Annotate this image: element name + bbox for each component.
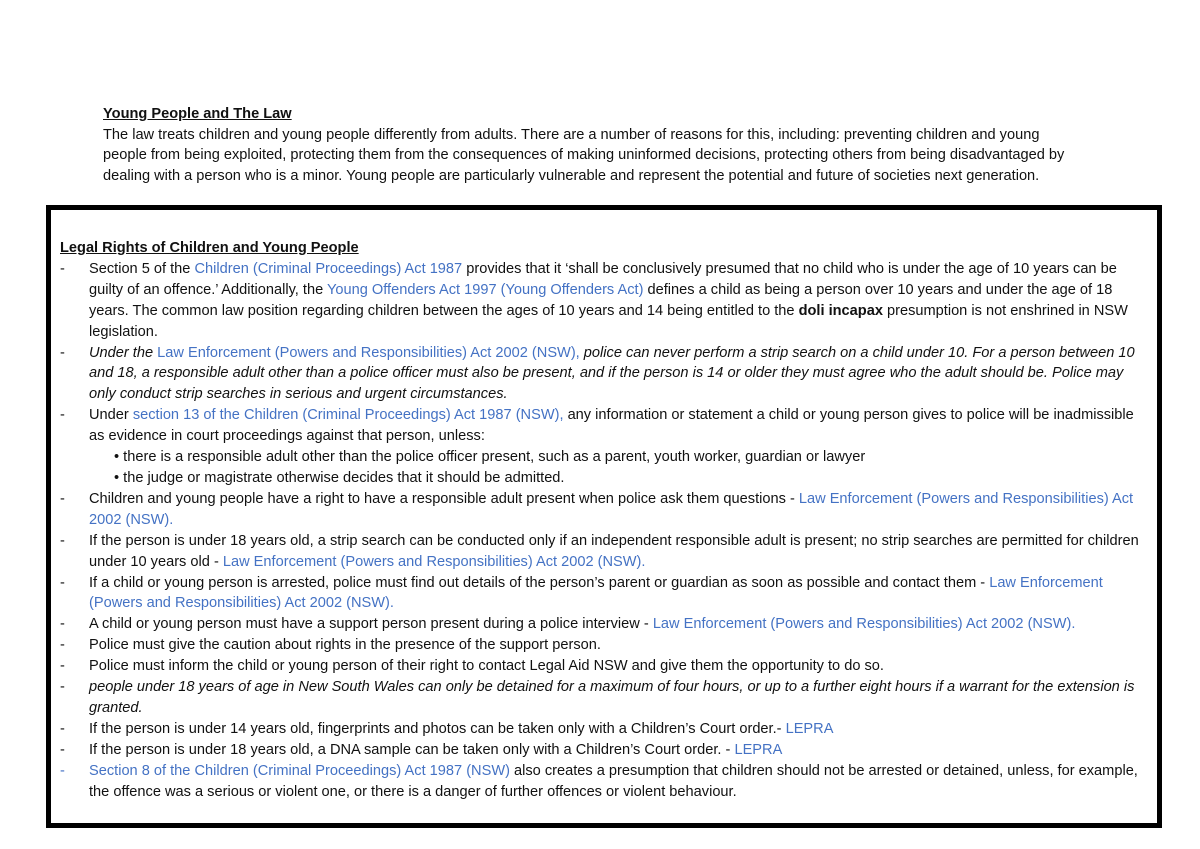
act-link[interactable]: Law Enforcement (Powers and Responsibilities) Act 2002 (NSW),	[157, 344, 580, 361]
list-item: - Police must give the caution about rights in the presence of the support person.	[60, 637, 601, 654]
list-item: - Section 5 of the Children (Criminal Proceedings) Act 1987 provides that it ‘shall be conclusively presumed that no child who is under the age of 10 years can be guilty of an offence.’ Additionally, the Young Offenders Act 1997 (Young Offenders Act) defines a child as being a person over 10 years and under the age of 18 years. The common law position regarding children between the ages of 10 years and 14 being entitled to the doli incapax presumption is not enshrined in NSW legislation.	[60, 260, 1128, 340]
lepra-link[interactable]: LEPRA	[734, 741, 783, 758]
intro-section	[103, 104, 1083, 186]
act-link[interactable]: Young Offenders Act 1997 (Young Offenders Act)	[327, 281, 644, 298]
list-item: - If a child or young person is arrested, police must find out details of the person’s parent or guardian as soon as possible and contact them - Law Enforcement (Powers and Responsibilities) Act 2002 (NSW).	[60, 574, 1103, 612]
act-link[interactable]: Section 8 of the Children (Criminal Proceedings) Act 1987 (NSW)	[89, 762, 510, 779]
rights-title: Legal Rights of Children and Young People	[60, 240, 359, 256]
list-item: - Under the Law Enforcement (Powers and Responsibilities) Act 2002 (NSW), police can never perform a strip search on a child under 10. For a person between 10 and 18, a responsible adult other than a police officer must also be present, and if the person is 14 or older they must agree who the adult should be. Police may only conduct strip searches in serious and urgent circumstances.	[60, 344, 1135, 403]
act-link[interactable]: Law Enforcement (Powers and Responsibilities) Act 2002 (NSW).	[222, 553, 646, 570]
act-link[interactable]: section 13 of the Children (Criminal Proceedings) Act 1987 (NSW),	[132, 407, 564, 424]
sub-list-item: • there is a responsible adult other than the police officer present, such as a parent, youth worker, guardian or lawyer	[114, 447, 1145, 468]
list-item: - If the person is under 14 years old, fingerprints and photos can be taken only with a Children’s Court order.- LEPRA	[60, 720, 834, 737]
sub-list-item: • the judge or magistrate otherwise decides that it should be admitted.	[114, 468, 1145, 489]
intro-body: The law treats children and young people differently from adults. There are a number of reasons for this, including: preventing children and young people from being exploited, protecting them from the consequences of making uninformed decisions, protecting others from being disadvantaged by dealing with a person who is a minor. Young people are particularly vulnerable and represent the potential and future of societies next generation.	[103, 126, 1065, 184]
sub-list	[89, 447, 1145, 489]
list-item: - Police must inform the child or young person of their right to contact Legal Aid NSW and give them the opportunity to do so.	[60, 658, 884, 675]
act-link[interactable]: Children (Criminal Proceedings) Act 1987	[194, 260, 463, 277]
rights-list	[60, 259, 1145, 803]
act-link[interactable]: Law Enforcement (Powers and Responsibilities) Act 2002 (NSW).	[652, 616, 1076, 633]
act-link[interactable]: Law Enforcement (Powers and Responsibilities) Act 2002 (NSW).	[89, 574, 1103, 612]
list-item: - Children and young people have a right to have a responsible adult present when police ask them questions - Law Enforcement (Powers and Responsibilities) Act 2002 (NSW).	[60, 490, 1134, 528]
doli-incapax-term: doli incapax	[798, 302, 883, 319]
list-item: - Section 8 of the Children (Criminal Proceedings) Act 1987 (NSW) also creates a presumption that children should not be arrested or detained, unless, for example, the offence was a serious or violent one, or there is a danger of further offences or violent behaviour.	[60, 762, 1138, 800]
list-item: - people under 18 years of age in New South Wales can only be detained for a maximum of four hours, or up to a further eight hours if a warrant for the extension is granted.	[60, 679, 1135, 716]
list-item: - If the person is under 18 years old, a DNA sample can be taken only with a Children’s Court order. - LEPRA	[60, 741, 783, 758]
list-item: - A child or young person must have a support person present during a police interview - Law Enforcement (Powers and Responsibilities) Act 2002 (NSW).	[60, 616, 1076, 633]
act-link[interactable]: Law Enforcement (Powers and Responsibilities) Act 2002 (NSW).	[89, 490, 1134, 528]
lepra-link[interactable]: LEPRA	[785, 720, 834, 737]
intro-title: Young People and The Law	[103, 106, 292, 122]
list-item: - Under section 13 of the Children (Criminal Proceedings) Act 1987 (NSW), any information or statement a child or young person gives to police will be inadmissible as evidence in court proceedings against that person, unless: • there is a responsible adult other than the police officer present, such as a parent, youth worker, guardian or lawyer • the judge or magistrate otherwise decides that it should be admitted.	[60, 405, 1145, 489]
rights-box	[46, 205, 1162, 828]
list-item: - If the person is under 18 years old, a strip search can be conducted only if an independent responsible adult is present; no strip searches are permitted for children under 10 years old - Law Enforcement (Powers and Responsibilities) Act 2002 (NSW).	[60, 532, 1139, 570]
